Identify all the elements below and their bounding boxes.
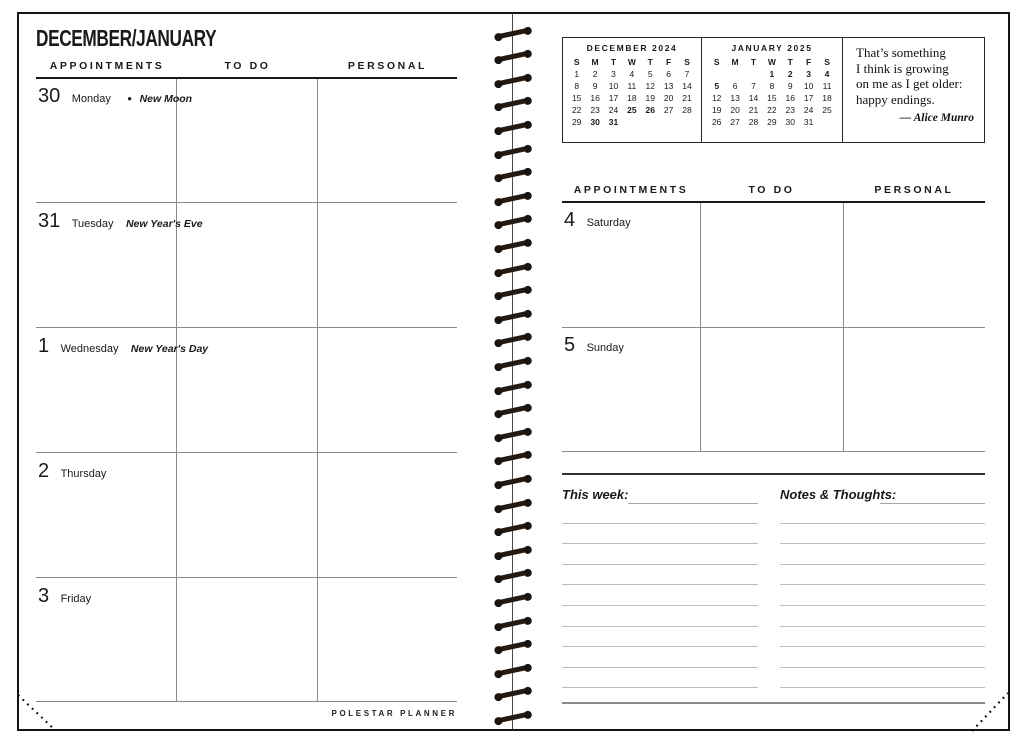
page-edge-right: [1008, 12, 1010, 731]
calendar-day: 2: [787, 69, 793, 79]
spiral-coil: [496, 405, 530, 417]
calendar-day: 12: [711, 93, 722, 103]
calendar-day: [678, 116, 696, 128]
spiral-coil: [496, 239, 530, 251]
calendar-dow: S: [684, 57, 690, 67]
column-header-personal: PERSONAL: [874, 184, 954, 196]
calendar-dow: S: [824, 57, 830, 67]
calendar-day: 1: [769, 69, 775, 79]
calendar-day: 15: [767, 93, 777, 103]
quote-line: on me as I get older:: [856, 76, 963, 91]
calendar-day: 17: [608, 93, 619, 103]
notes-rule-line: [562, 543, 758, 544]
notes-rule-line: [780, 646, 985, 647]
corner-perforation-left: [14, 691, 60, 733]
calendar-day: 10: [803, 81, 814, 91]
calendar-day: 10: [608, 81, 619, 91]
page-title: DECEMBER/JANUARY: [36, 25, 217, 51]
calendar-dow: S: [713, 57, 720, 67]
calendar-day: 5: [714, 81, 720, 91]
spiral-coil: [496, 664, 530, 676]
calendar-dow: T: [787, 57, 793, 67]
calendar-dow-row: [568, 56, 697, 68]
calendar-day: [818, 116, 836, 128]
calendar-day: 18: [822, 93, 832, 103]
calendar-week-row: [568, 68, 697, 80]
spiral-coil: [496, 711, 530, 723]
calendar-week-row: [708, 116, 837, 128]
calendar-day: 8: [574, 81, 580, 91]
calendar-day: 8: [769, 81, 775, 91]
calendar-day: 21: [748, 105, 759, 115]
spiral-coil: [496, 334, 530, 346]
calendar-day: 26: [711, 117, 722, 127]
calendar-day: 13: [730, 93, 740, 103]
calendar-day: 6: [666, 69, 672, 79]
notes-rule-line: [780, 543, 985, 544]
calendar-day: 13: [663, 81, 674, 91]
notes-rule-line: [780, 584, 985, 585]
day-row-sunday: [562, 328, 985, 452]
calendar-day: [708, 68, 726, 80]
calendar-day: 12: [645, 81, 655, 91]
day-note: New Year's Day: [130, 343, 209, 355]
calendar-week-row: [708, 68, 837, 80]
day-note: New Moon: [139, 93, 193, 105]
spiral-coil: [496, 475, 530, 487]
calendar-day: 31: [803, 117, 814, 127]
notes-rule-line: [562, 564, 758, 565]
spiral-coil: [496, 593, 530, 605]
quote-line: I think is growing: [856, 60, 949, 76]
spiral-coil: [496, 310, 530, 322]
day-row-monday: [36, 79, 457, 203]
new-moon-icon: ●: [127, 94, 133, 103]
day-weekday: Tuesday: [71, 218, 114, 230]
day-number: 3: [38, 585, 50, 607]
spiral-coil: [496, 98, 530, 110]
page-edge-left: [17, 12, 19, 731]
day-label: [36, 454, 457, 483]
calendar-day: 3: [611, 69, 616, 79]
calendar-day: 23: [590, 105, 600, 115]
calendar-grid: [568, 56, 697, 128]
calendar-day: 14: [682, 81, 692, 91]
spiral-coil: [496, 641, 530, 653]
calendar-week-row: [568, 80, 697, 92]
reference-box: [562, 37, 985, 143]
calendar-day: 7: [684, 69, 690, 79]
spiral-coil: [496, 27, 530, 39]
calendar-day: 9: [592, 81, 598, 91]
this-week-writein-line: [628, 503, 758, 504]
calendar-day: 3: [806, 69, 812, 79]
day-label: [562, 328, 985, 357]
calendar-dow: T: [610, 57, 617, 67]
day-row-friday: [36, 579, 457, 702]
notes-rule-line: [780, 564, 985, 565]
calendar-day: 26: [645, 105, 655, 115]
calendar-day: 22: [767, 105, 777, 115]
calendar-day: 25: [627, 105, 637, 115]
day-label: [36, 579, 457, 608]
notes-section-rule: [562, 473, 985, 475]
calendar-week-row: [708, 104, 837, 116]
spiral-coil: [496, 688, 530, 700]
spiral-coil: [496, 121, 530, 133]
calendar-week-row: [708, 92, 837, 104]
day-label: [562, 203, 985, 232]
calendar-day: 15: [571, 93, 582, 103]
calendar-day: 25: [822, 105, 832, 115]
calendar-dow: F: [666, 57, 672, 67]
spiral-coil: [496, 523, 530, 535]
page-edge-top: [17, 12, 1010, 14]
calendar-day: 11: [822, 81, 832, 91]
calendar-day: 30: [785, 117, 795, 127]
notes-rule-line: [562, 687, 758, 688]
day-row-tuesday: [36, 204, 457, 328]
spiral-coil: [496, 216, 530, 228]
calendar-day: 1: [574, 69, 580, 79]
calendar-day: 9: [787, 81, 793, 91]
calendar-week-row: [568, 116, 697, 128]
notes-rule-line: [562, 667, 758, 668]
notes-thoughts-label: Notes & Thoughts:: [780, 487, 897, 502]
day-label: [36, 79, 457, 108]
day-note: New Year's Eve: [125, 218, 203, 230]
spiral-coil: [496, 499, 530, 511]
day-weekday: Wednesday: [60, 343, 119, 355]
calendar-day: 16: [785, 93, 795, 103]
day-row-saturday: [562, 203, 985, 328]
calendar-grid: [708, 56, 837, 128]
notes-rule-line: [562, 523, 758, 524]
calendar-day: 24: [803, 105, 814, 115]
day-number: 5: [564, 334, 576, 356]
calendar-day: 6: [732, 81, 738, 91]
quote-line: That’s something: [856, 45, 946, 60]
notes-rule-line: [780, 667, 985, 668]
calendar-day: 31: [608, 117, 619, 127]
calendar-day: 23: [785, 105, 795, 115]
calendar-day: 5: [647, 69, 653, 79]
column-header-appointments: APPOINTMENTS: [573, 184, 689, 196]
this-week-label: This week:: [562, 487, 629, 502]
calendar-day: 21: [682, 93, 692, 103]
calendar-week-row: [568, 92, 697, 104]
day-row-wednesday: [36, 329, 457, 453]
calendar-day: [744, 68, 762, 80]
spiral-coil: [496, 452, 530, 464]
calendar-day: 29: [571, 117, 582, 127]
spiral-coil: [496, 428, 530, 440]
day-label: [36, 204, 457, 233]
calendar-day: 2: [592, 69, 598, 79]
spiral-coil: [496, 287, 530, 299]
calendar-day: 4: [824, 69, 830, 79]
day-weekday: Saturday: [586, 217, 631, 229]
day-number: 2: [38, 460, 50, 482]
calendar-day: 17: [803, 93, 814, 103]
day-label: [36, 329, 457, 358]
notes-rule-line: [562, 605, 758, 606]
calendar-day: 20: [730, 105, 740, 115]
notes-rule-line: [780, 626, 985, 627]
spiral-coil: [496, 145, 530, 157]
notes-rule-line: [780, 687, 985, 688]
spiral-coil: [496, 263, 530, 275]
column-header-appointments: APPOINTMENTS: [49, 60, 165, 72]
day-weekday: Monday: [71, 93, 111, 105]
corner-perforation-right: [966, 689, 1012, 734]
quote-text: [856, 45, 976, 107]
calendar-dow: W: [767, 57, 776, 67]
calendar-dow-row: [708, 56, 837, 68]
calendar-day: 24: [608, 105, 619, 115]
mini-calendar-january: [702, 38, 843, 142]
calendar-day: 27: [663, 105, 674, 115]
calendar-day: [659, 116, 677, 128]
calendar-day: 7: [751, 81, 756, 91]
calendar-dow: M: [731, 57, 739, 67]
calendar-day: 28: [682, 105, 692, 115]
notes-rule-line: [562, 626, 758, 627]
calendar-day: [726, 68, 744, 80]
day-weekday: Sunday: [586, 342, 624, 354]
day-number: 1: [38, 335, 50, 357]
column-header-personal: PERSONAL: [347, 60, 428, 72]
notes-bottom-rule: [562, 702, 985, 704]
spiral-coil: [496, 617, 530, 629]
column-header-todo: TO DO: [224, 60, 271, 72]
calendar-dow: T: [750, 57, 757, 67]
calendar-day: 27: [730, 117, 740, 127]
day-row-thursday: [36, 454, 457, 578]
calendar-week-row: [568, 104, 697, 116]
spiral-coil: [496, 74, 530, 86]
day-number: 4: [564, 209, 576, 231]
calendar-day: [623, 116, 641, 128]
calendar-day: 19: [711, 105, 722, 115]
calendar-day: 22: [571, 105, 582, 115]
spiral-coil: [496, 546, 530, 558]
calendar-title: DECEMBER 2024: [586, 43, 678, 53]
notes-rule-line: [780, 523, 985, 524]
calendar-day: 18: [627, 93, 637, 103]
quote-attribution: — Alice Munro: [899, 112, 974, 124]
day-number: 31: [38, 210, 61, 232]
calendar-day: 19: [645, 93, 655, 103]
quote-line: happy endings.: [856, 91, 935, 107]
calendar-dow: S: [573, 57, 580, 67]
calendar-dow: T: [647, 57, 653, 67]
quote-block: [843, 38, 984, 142]
calendar-day: [641, 116, 659, 128]
calendar-week-row: [708, 80, 837, 92]
day-weekday: Friday: [60, 593, 92, 605]
mini-calendar-december: [563, 38, 702, 142]
spiral-coil: [496, 51, 530, 63]
calendar-title: JANUARY 2025: [731, 43, 813, 53]
calendar-day: 28: [748, 117, 759, 127]
spiral-coil: [496, 357, 530, 369]
calendar-day: 29: [767, 117, 777, 127]
brand-footer: POLESTAR PLANNER: [331, 709, 457, 718]
spiral-coil: [496, 169, 530, 181]
calendar-day: 30: [590, 117, 600, 127]
calendar-day: 16: [590, 93, 600, 103]
column-header-todo: TO DO: [748, 184, 795, 196]
calendar-day: 4: [629, 69, 635, 79]
calendar-dow: W: [627, 57, 636, 67]
spiral-coil: [496, 570, 530, 582]
notes-rule-line: [562, 584, 758, 585]
notes-rule-line: [562, 646, 758, 647]
day-weekday: Thursday: [60, 468, 107, 480]
page-edge-bottom: [17, 729, 1010, 731]
calendar-dow: M: [591, 57, 599, 67]
calendar-day: 11: [627, 81, 637, 91]
spiral-coil: [496, 192, 530, 204]
calendar-dow: F: [806, 57, 812, 67]
day-number: 30: [38, 85, 61, 107]
calendar-day: 20: [663, 93, 674, 103]
spiral-coil: [496, 381, 530, 393]
calendar-day: 14: [748, 93, 759, 103]
notes-rule-line: [780, 605, 985, 606]
notes-thoughts-writein-line: [880, 503, 985, 504]
